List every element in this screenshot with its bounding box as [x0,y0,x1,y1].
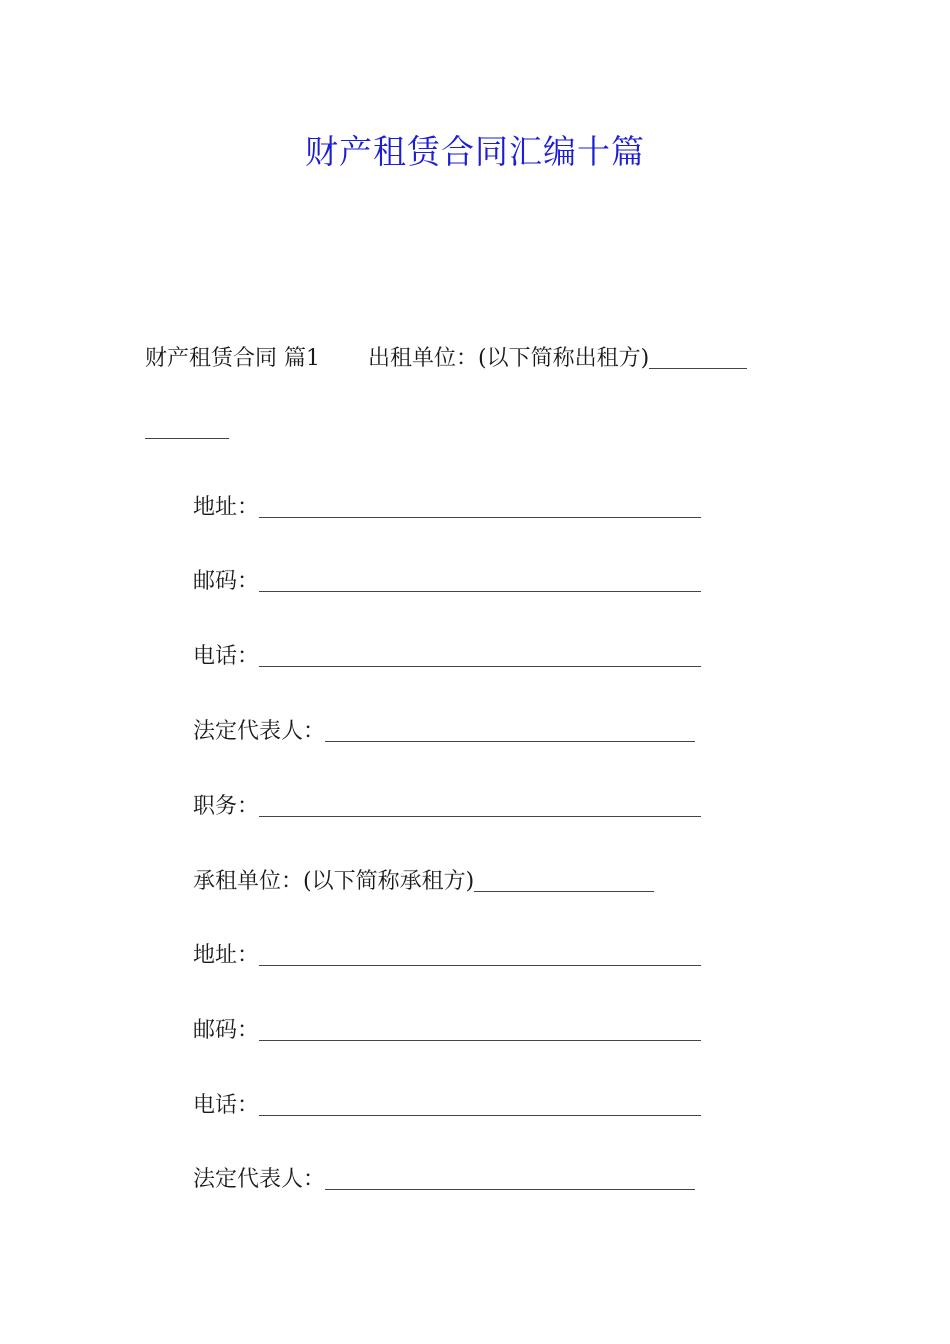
section-first-line [145,343,747,375]
lessee-legal-rep-label: 法定代表人： [193,1167,326,1192]
lessor-postcode-line [193,566,701,598]
lessee-label: 承租单位：(以下简称承租方) [193,869,475,894]
lessee-legal-rep-blank [325,1167,695,1190]
lessor-legal-rep-label: 法定代表人： [193,719,326,744]
lessee-phone-label: 电话： [193,1093,260,1118]
lessor-postcode-blank [259,569,701,592]
lessor-position-label: 职务： [193,794,260,819]
lessee-postcode-label: 邮码： [193,1018,260,1043]
lessee-phone-blank [259,1093,701,1116]
lessor-name-blank-cont [145,413,229,445]
lessee-phone-line [193,1090,701,1122]
lessee-line [193,866,654,898]
lessee-address-label: 地址： [193,943,260,968]
lessor-label: 出租单位：(以下简称出租方) [368,346,650,371]
lessor-address-blank [259,495,701,518]
lessor-legal-rep-blank [325,719,695,742]
lessor-name-blank-2 [145,416,229,439]
lessee-address-blank [259,943,701,966]
lessor-address-label: 地址： [193,495,260,520]
lessor-name-blank [649,346,747,369]
lessor-postcode-label: 邮码： [193,569,260,594]
lessor-legal-rep-line [193,716,695,748]
lessee-address-line [193,940,701,972]
document-title: 财产租赁合同汇编十篇 [305,132,645,171]
lessee-name-blank [474,869,654,892]
section-heading: 财产租赁合同 篇1 [145,346,320,371]
lessor-phone-line [193,641,701,673]
lessor-address-line [193,492,701,524]
lessor-position-line [193,791,701,823]
lessor-position-blank [259,794,701,817]
lessee-postcode-line [193,1015,701,1047]
lessor-phone-label: 电话： [193,644,260,669]
lessee-postcode-blank [259,1018,701,1041]
lessee-legal-rep-line [193,1164,695,1196]
lessor-phone-blank [259,644,701,667]
